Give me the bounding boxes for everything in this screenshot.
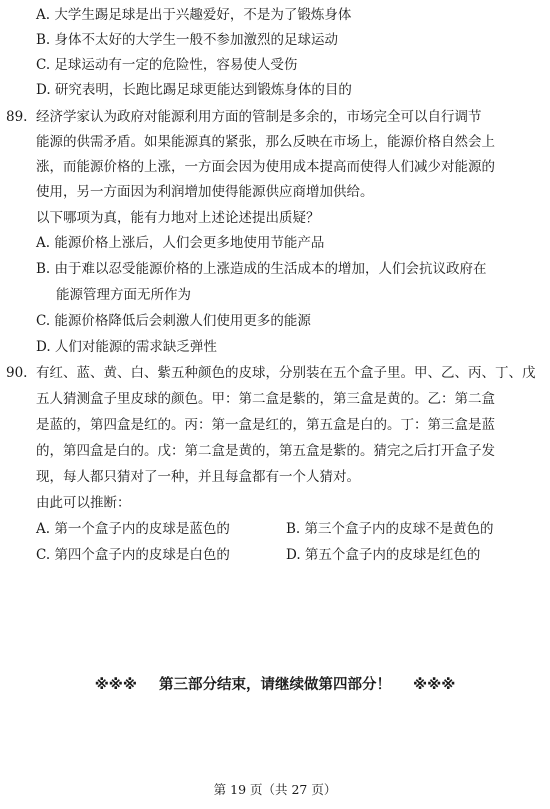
q89-stem-line: 涨，而能源价格的上涨，一方面会因为使用成本提高而使得人们减少对能源的: [36, 159, 495, 175]
q90-question: 由此可以推断：: [36, 495, 131, 511]
section-end-banner: [0, 674, 550, 696]
q89-option-d: D. 人们对能源的需求缺乏弹性: [36, 339, 217, 355]
q90-stem-line: 五人猜测盒子里皮球的颜色。甲：第二盒是紫的，第三盒是黄的。乙：第二盒: [36, 391, 495, 407]
q88-option-b: B. 身体不太好的大学生一般不参加激烈的足球运动: [36, 32, 339, 48]
q89-option-b-continued: 能源管理方面无所作为: [56, 287, 191, 303]
q88-option-a: A. 大学生踢足球是出于兴趣爱好，不是为了锻炼身体: [36, 7, 352, 23]
page-number: 第 19 页（共 27 页）: [213, 782, 337, 797]
stars-left: ※※※: [94, 677, 137, 693]
q89-number: 89.: [6, 109, 28, 125]
q89-question: 以下哪项为真，能有力地对上述论述提出质疑？: [36, 210, 320, 226]
q90-stem-line: 有红、蓝、黄、白、紫五种颜色的皮球，分别装在五个盒子里。甲、乙、丙、丁、戊: [36, 365, 536, 381]
q89-option-b: B. 由于难以忍受能源价格的上涨造成的生活成本的增加，人们会抗议政府在: [36, 261, 487, 277]
q90-option-a: A. 第一个盒子内的皮球是蓝色的: [36, 521, 230, 537]
q90-option-c: C. 第四个盒子内的皮球是白色的: [36, 547, 230, 563]
q89-option-c: C. 能源价格降低后会刺激人们使用更多的能源: [36, 313, 311, 329]
q90-stem-line: 的，第四盒是白的。戊：第二盒是黄的，第五盒是紫的。猜完之后打开盒子发: [36, 443, 495, 459]
q89-stem-line: 经济学家认为政府对能源利用方面的管制是多余的，市场完全可以自行调节: [36, 109, 482, 125]
q89-stem-line: 能源的供需矛盾。如果能源真的紧张，那么反映在市场上，能源价格自然会上: [36, 134, 495, 150]
q90-number: 90.: [6, 365, 28, 381]
stars-right: ※※※: [413, 677, 456, 693]
section-end-text: 第三部分结束，请继续做第四部分！: [159, 677, 391, 693]
q89-stem-line: 使用，另一方面因为利润增加使得能源供应商增加供给。: [36, 184, 374, 200]
q88-option-c: C. 足球运动有一定的危险性，容易使人受伤: [36, 57, 298, 73]
q88-option-d: D. 研究表明，长跑比踢足球更能达到锻炼身体的目的: [36, 82, 352, 98]
q90-stem-line: 现，每人都只猜对了一种，并且每盒都有一个人猜对。: [36, 469, 360, 485]
q90-option-b: B. 第三个盒子内的皮球不是黄色的: [286, 521, 494, 537]
q89-option-a: A. 能源价格上涨后，人们会更多地使用节能产品: [36, 235, 325, 251]
q90-stem-line: 是蓝的，第四盒是红的。丙：第一盒是红的，第五盒是白的。丁：第三盒是蓝: [36, 417, 495, 433]
q90-option-d: D. 第五个盒子内的皮球是红色的: [286, 547, 481, 563]
